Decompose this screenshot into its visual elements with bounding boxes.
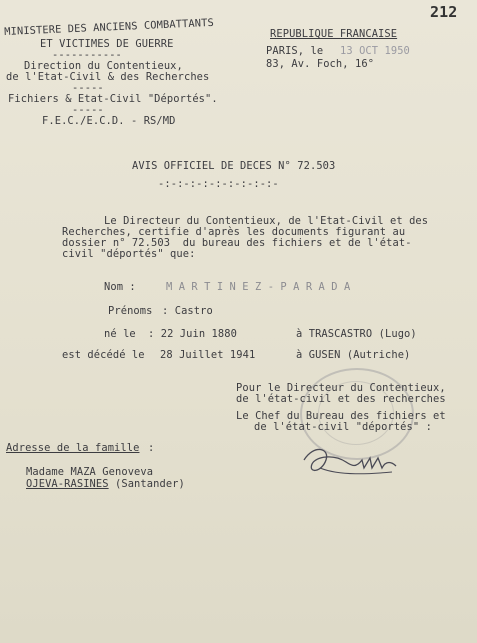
city-label: PARIS, le — [266, 45, 324, 57]
date-stamp: 13 OCT 1950 — [340, 45, 410, 57]
body-line-3: dossier n° 72.503 du bureau des fichiers et de l'état- — [62, 237, 412, 249]
handwritten-signature — [300, 438, 410, 482]
republic-heading: REPUBLIQUE FRANCAISE — [270, 28, 398, 40]
signature-line-3: Le Chef du Bureau des fichiers et — [236, 410, 446, 422]
page-number: 212 — [430, 3, 458, 21]
reference-code: F.E.C./E.C.D. - RS/MD — [42, 115, 176, 127]
document-title: AVIS OFFICIEL DE DECES N° 72.503 — [132, 160, 336, 172]
death-date: 28 Juillet 1941 — [160, 349, 256, 361]
body-line-1: Le Directeur du Contentieux, de l'Etat-Civil et des — [104, 215, 429, 227]
family-place-region: (Santander) — [108, 478, 185, 490]
nom-value: M A R T I N E Z - P A R A D A — [166, 281, 351, 293]
ministry-subname: ET VICTIMES DE GUERRE — [40, 38, 174, 50]
signature-line-2: de l'état-civil et des recherches — [236, 393, 446, 405]
office-address: 83, Av. Foch, 16° — [266, 58, 375, 70]
family-place-town: OJEVA-RASINES — [26, 478, 109, 490]
direction-name: Direction du Contentieux, — [24, 60, 183, 72]
family-contact-place — [26, 478, 185, 490]
death-place: à GUSEN (Autriche) — [296, 349, 411, 361]
prenoms-value: : Castro — [162, 305, 213, 317]
signature-line-1: Pour le Directeur du Contentieux, — [236, 382, 446, 394]
birth-place: à TRASCASTRO (Lugo) — [296, 328, 417, 340]
header-separator-3: ----- — [72, 104, 104, 116]
body-line-2: Recherches, certifie d'après les documents figurant au — [62, 226, 406, 238]
death-label: est décédé le — [62, 349, 145, 361]
family-contact-name: Madame MAZA Genoveva — [26, 466, 154, 478]
family-address-label: Adresse de la famille — [6, 442, 140, 454]
ministry-name: MINISTERE DES ANCIENS COMBATTANTS — [4, 16, 215, 38]
birth-date: : 22 Juin 1880 — [148, 328, 237, 340]
body-line-4: civil "déportés" que: — [62, 248, 196, 260]
family-address-colon: : — [148, 442, 155, 454]
header-separator: ----------- — [52, 49, 122, 61]
header-separator-2: ----- — [72, 82, 104, 94]
birth-label: né le — [104, 328, 136, 340]
signature-line-4: de l'état-civil "déportés" : — [254, 421, 432, 433]
title-separator: -:-:-:-:-:-:-:-:-:- — [158, 178, 279, 190]
nom-label: Nom : — [104, 281, 136, 293]
office-name: Fichiers & Etat-Civil "Déportés". — [8, 93, 218, 105]
direction-subname: de l'Etat-Civil & des Recherches — [6, 71, 210, 83]
prenoms-label: Prénoms — [108, 305, 153, 317]
